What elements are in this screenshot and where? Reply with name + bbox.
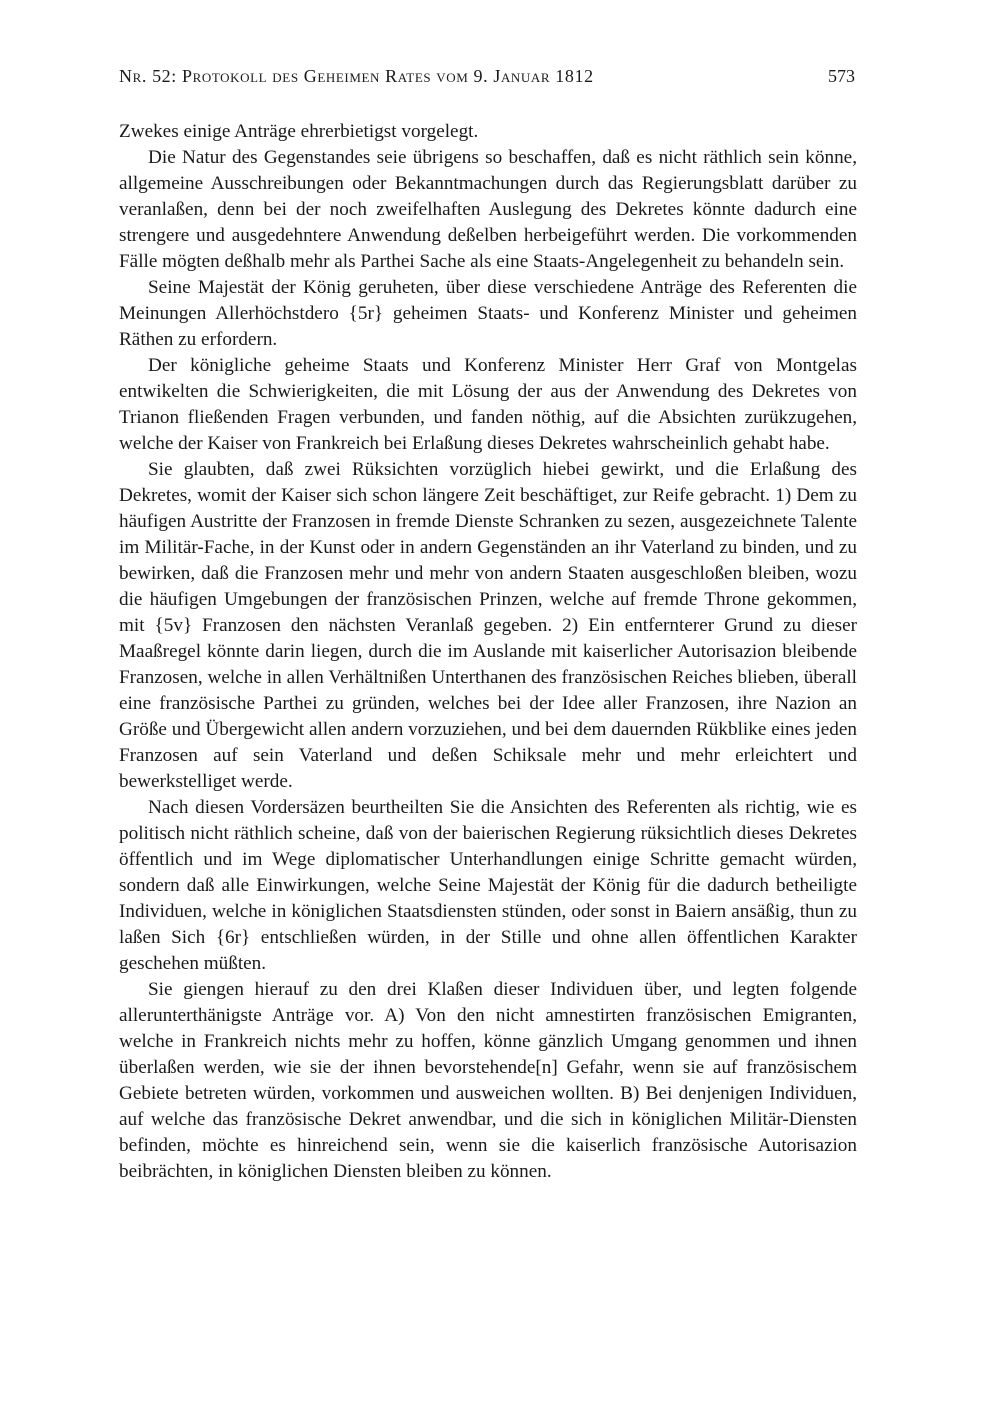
paragraph: Seine Majestät der König geruheten, über diese verschiedene Anträge des Referenten die Meinungen Allerhöchstdero {5r} geheimen Staats- und Konferenz Minister und geheimen Räthen zu erfordern.: [119, 277, 857, 350]
body-text: [119, 119, 857, 1185]
page-number: 573: [828, 66, 855, 86]
paragraph: Die Natur des Gegenstandes seie übrigens so beschaffen, daß es nicht räthlich sein könne, allgemeine Ausschreibungen oder Bekanntmachungen durch das Regierungsblatt darüber zu veranlaßen, denn bei der noch zweifelhaften Auslegung des Dekretes könnte dadurch eine strengere und ausgedehntere Anwendung deßelben herbeigeführt werden. Die vorkommenden Fälle mögten deßhalb mehr als Parthei Sache als eine Staats-Angelegenheit zu behandeln sein.: [119, 147, 857, 272]
paragraph: Nach diesen Vordersäzen beurtheilten Sie die Ansichten des Referenten als richtig, wie es politisch nicht räthlich scheine, daß von der baierischen Regierung rüksichtlich dieses Dekretes öffentlich und im Wege diplomatischer Unterhandlungen einige Schritte gemacht würden, sondern daß alle Einwirkungen, welche Seine Majestät der König für die dadurch betheiligte Individuen, welche in königlichen Staatsdiensten stünden, oder sonst in Baiern ansäßig, thun zu laßen Sich {6r} entschließen würden, in der Stille und ohne allen öffentlichen Karakter geschehen müßten.: [119, 797, 857, 974]
running-head: [119, 66, 857, 94]
paragraph: Sie giengen hierauf zu den drei Klaßen dieser Individuen über, und legten folgende allerunterthänigste Anträge vor. A) Von den nicht amnestirten französischen Emigranten, welche in Frankreich nichts mehr zu hoffen, könne gänzlich Umgang genommen und ihnen überlaßen werden, wie sie der ihnen bevorstehende[n] Gefahr, wenn sie auf französischem Gebiete betreten würden, vorkommen und ausweichen wollten. B) Bei denjenigen Individuen, auf welche das französische Dekret anwendbar, und die sich in königlichen Militär-Diensten befinden, möchte es hinreichend sein, wenn sie die kaiserlich französische Autorisazion beibrächten, in königlichen Diensten bleiben zu können.: [119, 979, 857, 1182]
paragraph: Der königliche geheime Staats und Konferenz Minister Herr Graf von Montgelas entwikelten die Schwierigkeiten, die mit Lösung der aus der Anwendung des Dekretes von Trianon fließenden Fragen verbunden, und fanden nöthig, auf die Absichten zurükzugehen, welche der Kaiser von Frankreich bei Erlaßung dieses Dekretes wahrscheinlich gehabt habe.: [119, 355, 857, 454]
paragraph: Sie glaubten, daß zwei Rüksichten vorzüglich hiebei gewirkt, und die Erlaßung des Dekretes, womit der Kaiser sich schon längere Zeit beschäftiget, zur Reife gebracht. 1) Dem zu häufigen Austritte der Franzosen in fremde Dienste Schranken zu sezen, ausgezeichnete Talente im Militär-Fache, in der Kunst oder in andern Gegenständen an ihr Vaterland zu binden, und zu bewirken, daß die Franzosen mehr und mehr von andern Staaten ausgeschloßen bleiben, wozu die häufigen Umgebungen der französischen Prinzen, welche auf fremde Throne gekommen, mit {5v} Franzosen den nächsten Veranlaß gegeben. 2) Ein entfernterer Grund zu dieser Maaßregel könnte darin liegen, durch die im Auslande mit kaiserlicher Autorisazion bleibende Franzosen, welche in allen Verhältnißen Unterthanen des französischen Reiches blieben, überall eine französische Parthei zu gründen, welches bei der Idee aller Franzosen, ihre Nazion an Größe und Übergewicht allen andern vorzuziehen, und bei dem dauernden Rükblike eines jeden Franzosen auf sein Vaterland und deßen Schiksale mehr und mehr erleichtert und bewerkstelliget werde.: [119, 459, 857, 792]
paragraph-continuation: Zwekes einige Anträge ehrerbietigst vorgelegt.: [119, 121, 479, 142]
document-page: [119, 66, 857, 1185]
running-title: Nr. 52: Protokoll des Geheimen Rates vom 9. Januar 1812: [119, 66, 594, 86]
